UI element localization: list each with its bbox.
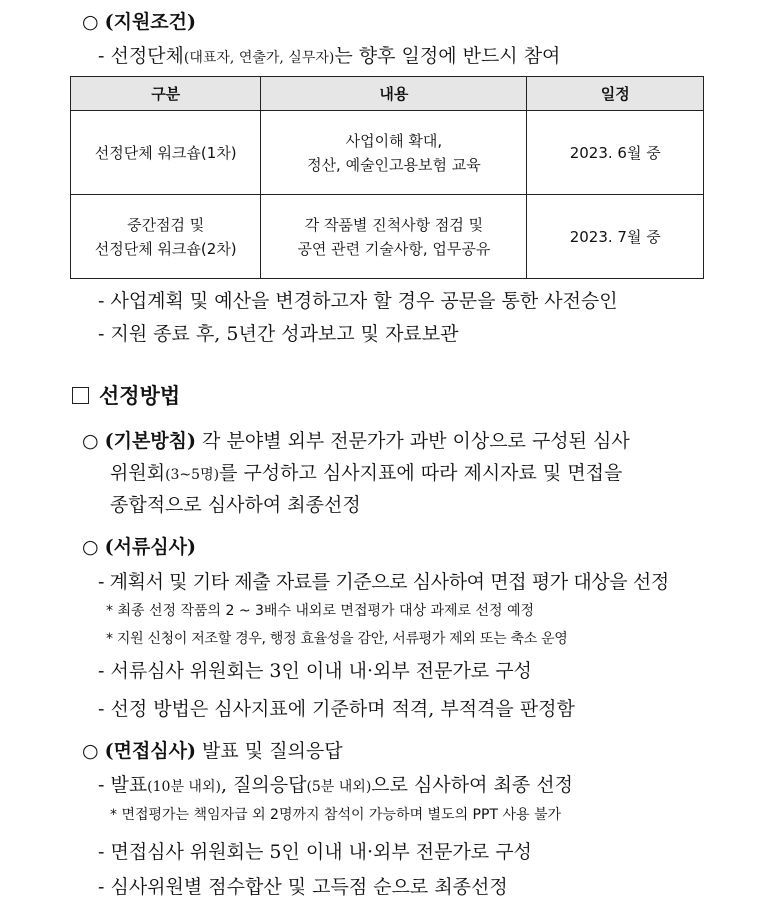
- checkbox-square-icon: [72, 387, 89, 404]
- table-header-row: [71, 77, 704, 111]
- bullet-circle: ○: [82, 740, 99, 762]
- bullet-circle: ○: [82, 536, 99, 558]
- interview-line-3: - 심사위원별 점수합산 및 고득점 순으로 최종선정: [98, 876, 508, 898]
- document-review-line-1: - 계획서 및 기타 제출 자료를 기준으로 심사하여 면접 평가 대상을 선정: [98, 571, 669, 593]
- basic-policy-line-1: ○ (기본방침) 각 분야별 외부 전문가가 과반 이상으로 구성된 심사: [82, 430, 630, 452]
- schedule-table: [70, 76, 704, 279]
- header-schedule: 일정: [527, 77, 704, 111]
- bullet-circle: ○: [82, 430, 99, 452]
- interview-line-1: - 발표(10분 내외), 질의응답(5분 내외)으로 심사하여 최종 선정: [98, 774, 573, 796]
- interview-note-1: * 면접평가는 책임자급 외 2명까지 참석이 가능하며 별도의 PPT 사용 불가: [110, 807, 561, 823]
- cell-category: 중간점검 및 선정단체 워크숍(2차): [71, 195, 261, 279]
- cell-schedule: 2023. 6월 중: [527, 111, 704, 195]
- support-conditions-heading: [82, 10, 196, 34]
- cell-content: 각 작품별 진척사항 점검 및 공연 관련 기술사항, 업무공유: [261, 195, 527, 279]
- cell-content: 사업이해 확대, 정산, 예술인고용보험 교육: [261, 111, 527, 195]
- support-conditions-line-2: - 사업계획 및 예산을 변경하고자 할 경우 공문을 통한 사전승인: [98, 290, 618, 312]
- interview-heading: ○ (면접심사) 발표 및 질의응답: [82, 740, 343, 762]
- document-review-heading: ○ (서류심사): [82, 536, 196, 558]
- cell-category: 선정단체 워크숍(1차): [71, 111, 261, 195]
- support-conditions-line-1: - 선정단체(대표자, 연출가, 실무자)는 향후 일정에 반드시 참여: [98, 45, 561, 67]
- document-review-line-2: - 서류심사 위원회는 3인 이내 내·외부 전문가로 구성: [98, 660, 532, 682]
- document-review-note-1: * 최종 선정 작품의 2 ~ 3배수 내외로 면접평가 대상 과제로 선정 예정: [106, 603, 535, 619]
- bullet-circle: ○: [82, 11, 99, 33]
- table-row: [71, 111, 704, 195]
- basic-policy-line-3: 종합적으로 심사하여 최종선정: [110, 494, 361, 516]
- interview-line-2: - 면접심사 위원회는 5인 이내 내·외부 전문가로 구성: [98, 841, 532, 863]
- header-content: 내용: [261, 77, 527, 111]
- document-review-line-3: - 선정 방법은 심사지표에 기준하며 적격, 부적격을 판정함: [98, 698, 575, 720]
- cell-schedule: 2023. 7월 중: [527, 195, 704, 279]
- header-category: 구분: [71, 77, 261, 111]
- selection-method-title: 선정방법: [72, 384, 180, 408]
- basic-policy-line-2: 위원회(3~5명)를 구성하고 심사지표에 따라 제시자료 및 면접을: [110, 462, 623, 484]
- table-row: [71, 195, 704, 279]
- support-conditions-line-3: - 지원 종료 후, 5년간 성과보고 및 자료보관: [98, 323, 459, 345]
- support-conditions-label: (지원조건): [104, 11, 196, 33]
- document-review-note-2: * 지원 신청이 저조할 경우, 행정 효율성을 감안, 서류평가 제외 또는 축소 운영: [106, 631, 568, 647]
